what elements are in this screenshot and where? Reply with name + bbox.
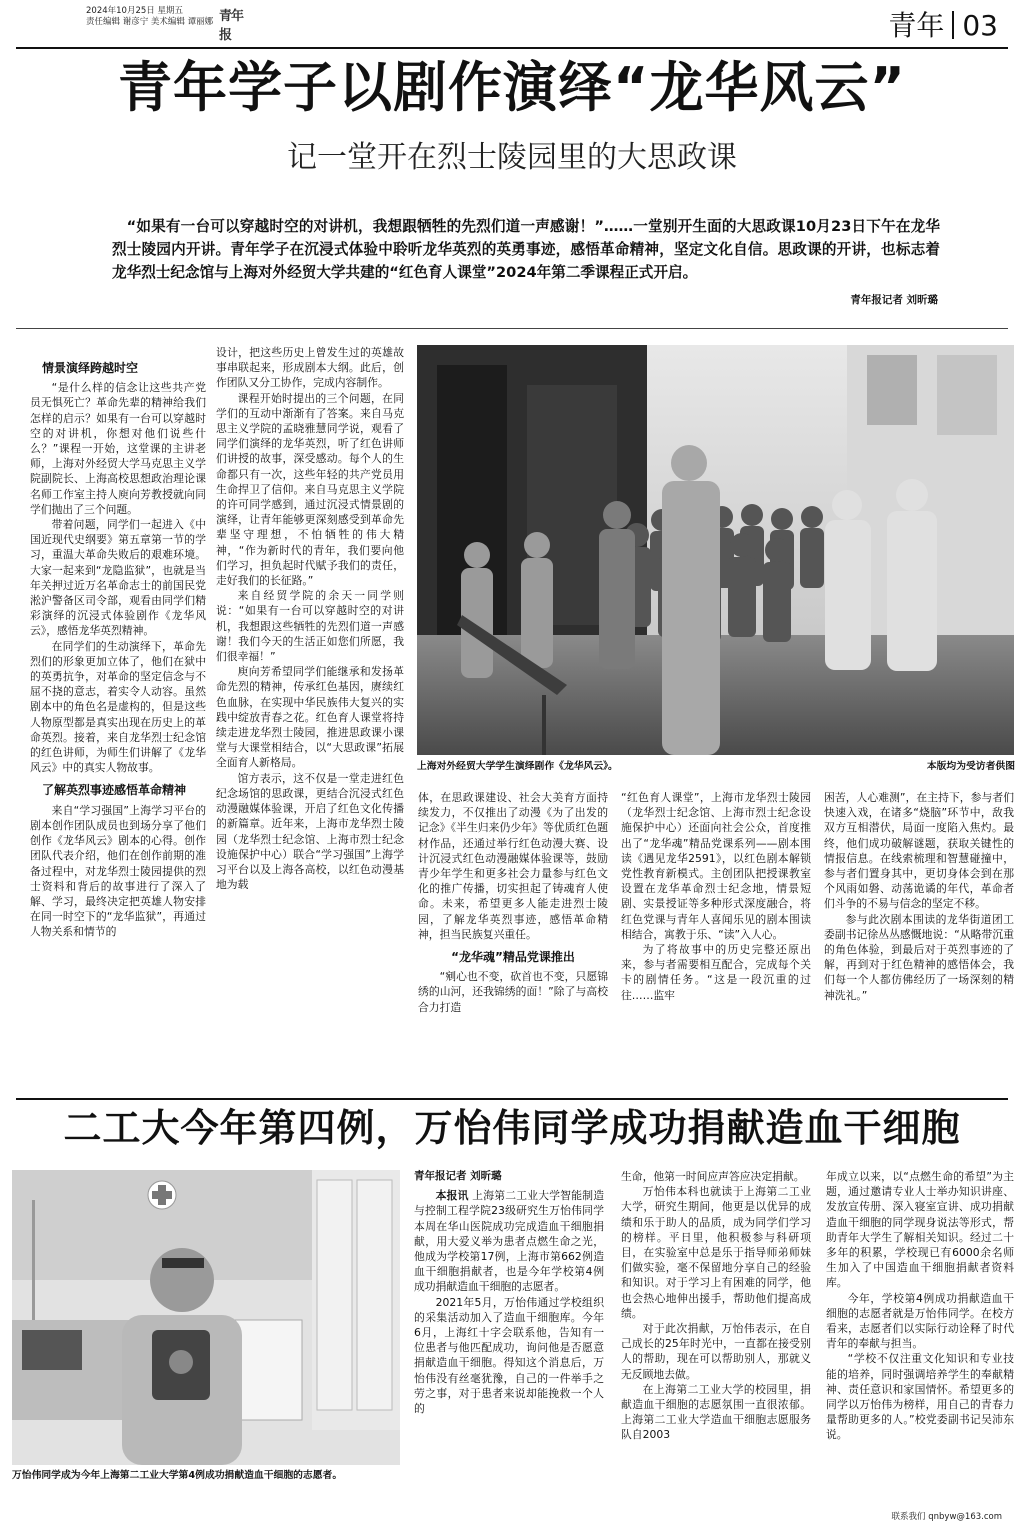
headline-secondary: 二工大今年第四例，万怡伟同学成功捐献造血干细胞 <box>63 1106 961 1150</box>
paragraph: 在上海第二工业大学的校园里，捐献造血干细胞的志愿氛围一直很浓郁。上海第二工业大学造血干细胞志愿服务队自2003 <box>621 1382 811 1442</box>
paragraph: 参与此次剧本围读的龙华街道团工委副书记徐丛丛感慨地说：“从略带沉重的角色体验，到最后对于英烈事迹的了解，再到对于红色精神的感悟体会，我们每一个人都仿佛经历了一场深刻的精神洗礼。” <box>824 912 1014 1002</box>
photo-illustration <box>12 1170 400 1465</box>
page-number: 03 <box>962 9 998 42</box>
photo-donor <box>12 1170 400 1465</box>
paragraph: 来自“学习强国”上海学习平台的剧本创作团队成员也到场分享了他们创作《龙华风云》剧本的心得。创作团队代表介绍，他们在创作前期的准备过程中，对龙华烈士陵园提供的烈士资料和背后的故事进行了深入了解、学习，最终决定把英雄人物安排在同一时空下的“龙华监狱”，再通过人物关系和情节的 <box>30 803 206 939</box>
section-divider <box>952 11 954 39</box>
lede-paragraph: “如果有一台可以穿越时空的对讲机，我想跟牺牲的先烈们道一声感谢！”……一堂别开生面的大思政课10月23日下午在龙华烈士陵园内开讲。青年学子在沉浸式体验中聆听龙华英烈的英勇事迹，感悟革命精神，坚定文化自信。思政课的开讲，也标志着龙华烈士纪念馆与上海对外经贸大学共建的“红色育人课堂”2024年第二季课程正式开启。 <box>112 218 940 281</box>
paragraph: 对于此次捐献，万怡伟表示，在自己成长的25年时光中，一直都在接受别人的帮助，现在可以帮助别人，那就义无反顾地去做。 <box>621 1322 811 1381</box>
paragraph: 来自经贸学院的余天一同学则说：“如果有一台可以穿越时空的对讲机，我想跟这些牺牲的先烈们道一声感谢！我们今天的生活正如您们所愿，我们很幸福！” <box>216 589 404 664</box>
photo-students-performance <box>417 345 1014 755</box>
byline: 青年报记者 刘昕璐 <box>850 294 938 306</box>
article-column-2 <box>216 345 404 1097</box>
paragraph: 设计，把这些历史上曾发生过的英雄故事串联起来，形成剧本大纲。此后，创作团队又分工协作，完成内容制作。 <box>216 346 404 390</box>
issue-date: 2024年10月25日 星期五 <box>86 6 183 16</box>
article2-column-3 <box>826 1169 1014 1501</box>
paragraph: 庾向芳希望同学们能继承和发扬革命先烈的精神，传承红色基因，赓续红色血脉，在实现中华民族伟大复兴的实践中绽放青春之花。红色育人课堂将持续走进龙华烈士陵园，推进思政课小课堂与大课堂相结合，以“大思政课”拓展全面育人新格局。 <box>216 665 404 770</box>
paragraph: 为了将故事中的历史完整还原出来，参与者需要相互配合，完成每个关卡的剧情任务。“这是一段沉重的过往……监牢 <box>621 943 811 1002</box>
article-column-3 <box>418 790 608 1096</box>
article-column-1 <box>30 358 206 1096</box>
byline-2: 青年报记者 刘昕璐 <box>414 1170 502 1182</box>
story-divider <box>16 1098 1008 1100</box>
subheading: “龙华魂”精品党课推出 <box>451 950 575 965</box>
subheadline: 记一堂开在烈士陵园里的大思政课 <box>287 140 737 175</box>
editor-credits: 责任编辑 谢彦宁 美术编辑 谭丽娜 <box>86 17 214 27</box>
paragraph <box>414 1188 604 1294</box>
article-column-5 <box>824 790 1014 1096</box>
subheading: 情景演绎跨越时空 <box>42 361 139 375</box>
headline-main: 青年学子以剧作演绎“龙华风云” <box>118 56 906 119</box>
paragraph-body: 上海第二工业大学智能制造与控制工程学院23级研究生万怡伟同学本周在华山医院成功完成造血干细胞捐献，用大爱义举为患者点燃生命之光，他成为学校第17例，上海市第662例造血干细胞捐献者，也是今年学校第4例成功捐献造血干细胞的志愿者。 <box>414 1189 605 1294</box>
paragraph: “剜心也不变，砍首也不变，只愿锦绣的山河，还我锦绣的面！”除了与高校合力打造 <box>418 970 608 1014</box>
section-name: 青年 <box>888 9 945 42</box>
paragraph: 万怡伟本科也就读于上海第二工业大学，研究生期间，他更是以优异的成绩和乐于助人的品质，成为同学们学习的榜样。平日里，他积极参与科研项目，在实验室中总是乐于指导师弟师妹们做实验，毫不保留地分享自己的经验和知识。对于学习上有困难的同学，他也会热心地伸出援手，帮助他们提高成绩。 <box>621 1185 811 1320</box>
paragraph: 2021年5月，万怡伟通过学校组织的采集活动加入了造血干细胞库。今年6月，上海红十字会联系他，告知有一位患者与他匹配成功，询问他是否愿意捐献造血干细胞。得知这个消息后，万怡伟没有丝毫犹豫，自己的一件举手之劳之事，对于患者来说却能挽救一个人的 <box>414 1295 604 1416</box>
article-column-4 <box>621 790 811 1096</box>
paragraph: 生命，他第一时间应声答应决定捐献。 <box>621 1170 805 1183</box>
dateline: 本报讯 <box>435 1189 469 1203</box>
header-rule <box>16 47 1008 49</box>
lede-rule <box>16 328 1008 329</box>
paragraph: 在同学们的生动演绎下，革命先烈们的形象更加立体了，他们在狱中的英勇抗争，对革命的坚定信念与不屈不挠的意志，着实令人动容。虽然剧本中的角色名是虚构的，但是这些人物原型都是真实出现在历史上的革命英烈。接着，来自龙华烈士纪念馆的红色讲师，为师生们讲解了《龙华风云》中的真实人物故事。 <box>30 639 206 775</box>
photo-caption-2: 万怡伟同学成为今年上海第二工业大学第4例成功捐献造血干细胞的志愿者。 <box>12 1470 343 1481</box>
article2-column-2 <box>621 1169 811 1501</box>
masthead-logo: 青年报 <box>219 9 244 43</box>
paragraph: 今年，学校第4例成功捐献造血干细胞的志愿者就是万怡伟同学。在校方看来，志愿者们以实际行动诠释了时代青年的奉献与担当。 <box>826 1291 1014 1351</box>
paragraph: 带着问题，同学们一起进入《中国近现代史纲要》第五章第一节的学习，重温大革命失败后的艰难环境。大家一起来到“龙隐监狱”，也就是当年关押过近万名革命志士的前国民党淞沪警备区司令部，观看由同学们精彩演绎的沉浸式体验剧作《龙华风云》，感悟龙华英烈精神。 <box>30 518 206 638</box>
paragraph: 年成立以来，以“点燃生命的希望”为主题，通过邀请专业人士举办知识讲座、发放宣传册、深入寝室宣讲、成功捐献造血干细胞的同学现身说法等形式，帮助青年大学生了解相关知识。经过二十多年的积累，学校现已有6000余名师生加入了中国造血干细胞捐献者资料库。 <box>826 1170 1014 1290</box>
article2-column-1 <box>414 1169 604 1501</box>
paragraph: 馆方表示，这不仅是一堂走进红色纪念场馆的思政课，更结合沉浸式红色动漫融媒体验课，开启了红色文化传播的新篇章。近年来，上海市龙华烈士陵园（龙华烈士纪念馆、上海市烈士纪念设施保护中心）联合“学习强国”上海学习平台以及上海各高校，以红色动漫基地为载 <box>216 771 404 892</box>
paragraph: 体，在思政课建设、社会大美育方面持续发力，不仅推出了动漫《为了出发的记念》《半生归来仍少年》等优质红色题材作品，还通过举行红色动漫大赛、设计沉浸式红色动漫融媒体验课等，鼓励青少年学生和更多社会力量参与红色文化的推广传播，切实担起了铸魂育人使命。未来，希望更多人能走进烈士陵园，了解龙华英烈事迹，感悟革命精神，担当民族复兴重任。 <box>418 791 608 941</box>
paragraph: “是什么样的信念让这些共产党员无惧死亡？革命先辈的精神给我们怎样的启示？如果有一台可以穿越时空的对讲机，你想对他们说些什么？”课程一开始，这堂课的主讲老师，上海对外经贸大学马克思主义学院副院长、上海高校思想政治理论课名师工作室主持人庾向芳教授就向同学们抛出了三个问题。 <box>30 381 206 516</box>
photo-credit: 本版均为受访者供图 <box>926 761 1015 772</box>
paragraph: “学校不仅注重文化知识和专业技能的培养，同时强调培养学生的奉献精神、责任意识和家国情怀。希望更多的同学以万怡伟为榜样，用自己的青春力量帮助更多的人。”校党委副书记吴沛东说。 <box>826 1352 1014 1442</box>
footer-contact: 联系我们 qnbyw@163.com <box>891 1512 1002 1522</box>
masthead-meta <box>86 6 213 28</box>
paragraph: 课程开始时提出的三个问题，在同学们的互动中渐渐有了答案。来自马克思主义学院的孟晓雅慧同学说，观看了同学们演绎的龙华英烈，听了红色讲师们讲授的故事，深受感动。每个人的生命都只有一次，这些年轻的共产党员用生命捍卫了信仰。来自马克思主义学院的许可同学感到，通过沉浸式情景剧的演绎，让青年能够更深刻感受到革命先辈坚守理想，不怕牺牲的伟大精神，“作为新时代的青年，我们要向他们学习，担负起时代赋予我们的责任，走好我们的长征路。” <box>216 391 404 588</box>
photo-illustration <box>417 345 1014 755</box>
photo-caption: 上海对外经贸大学学生演绎剧作《龙华风云》。 <box>417 761 618 772</box>
section-label <box>888 8 998 44</box>
paragraph: “红色育人课堂”，上海市龙华烈士陵园（龙华烈士纪念馆、上海市烈士纪念设施保护中心）还面向社会公众，首度推出了“龙华魂”精品党课系列——剧本围读《遇见龙华2591》，以红色剧本解锁党性教育新模式。主创团队把授课教室设置在龙华革命烈士纪念地，情景短剧、实景授证等多种形式深度融合，将红色党课与青年人喜闻乐见的剧本围读相结合，寓教于乐、“读”入人心。 <box>621 791 811 941</box>
subheading: 了解英烈事迹感悟革命精神 <box>42 783 187 798</box>
paragraph: 困苦，人心难测”，在主持下，参与者们快速入戏，在诸多“烧脑”环节中，敌我双方互相潜伏，局面一度陷入焦灼。最终，他们成功破解谜题，获取关键性的情报信息。在线索梳理和智慧碰撞中，参与者们置身其中，更切身体会到在那个风雨如磐、动荡诡谲的年代，革命者们斗争的不易与信念的坚定不移。 <box>824 791 1014 911</box>
